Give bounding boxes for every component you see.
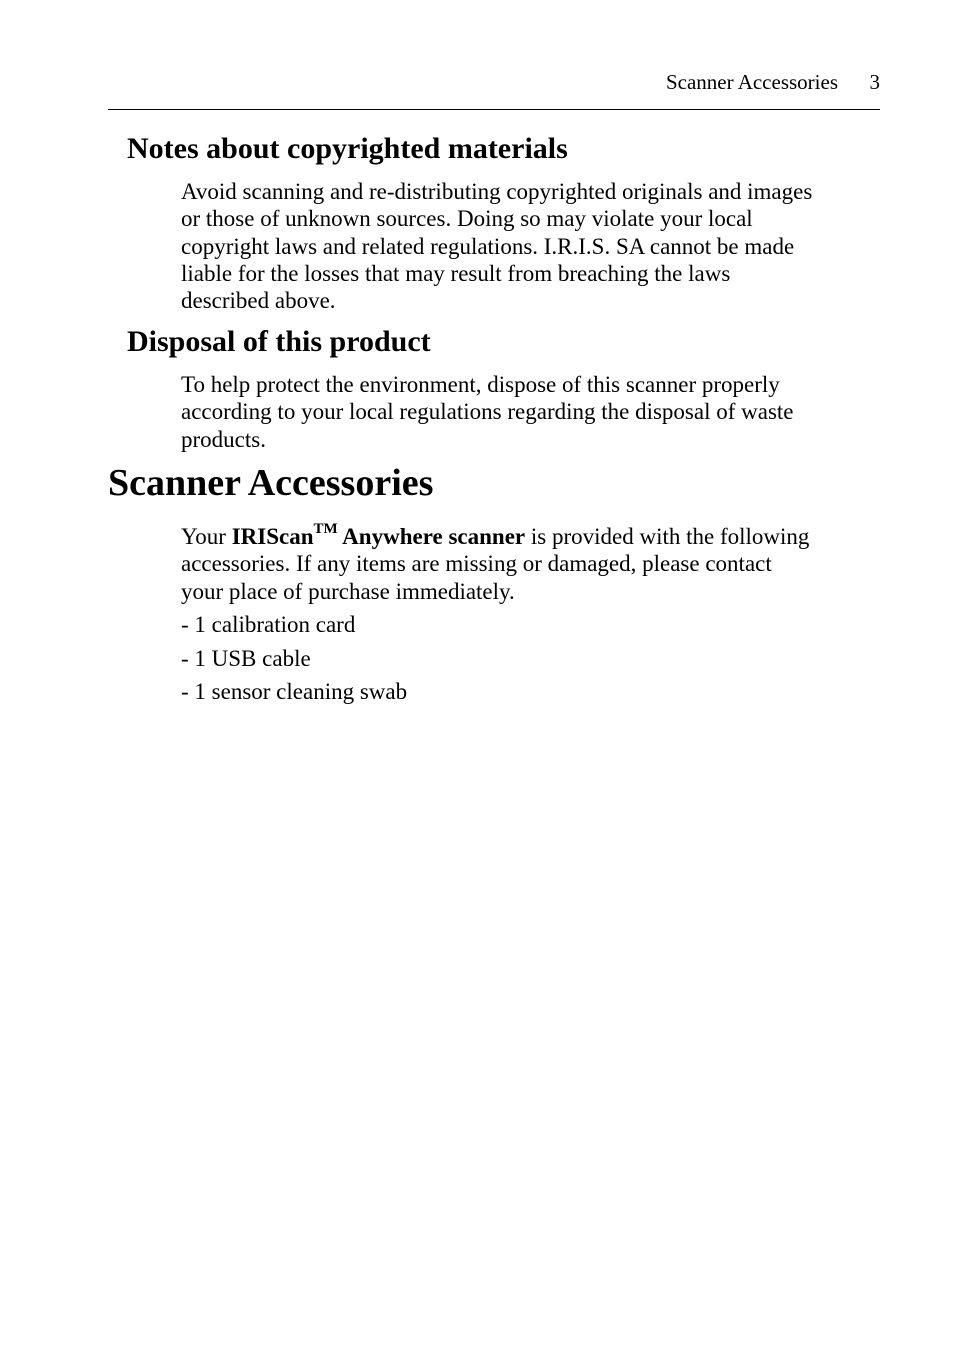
accessory-item-usb-cable: - 1 USB cable	[181, 646, 311, 671]
text-line: products.	[181, 426, 266, 452]
running-header	[108, 68, 880, 110]
text-line: according to your local regulations regarding the disposal of waste	[181, 399, 794, 425]
text-line: Avoid scanning and re-distributing copyrighted originals and images	[181, 179, 813, 204]
heading-copyrighted-materials: Notes about copyrighted materials	[127, 132, 568, 165]
accessory-item-cleaning-swab: - 1 sensor cleaning swab	[181, 679, 408, 704]
intro-prefix: Your	[181, 524, 232, 549]
page-number: 3	[869, 70, 880, 94]
text-line: accessories. If any items are missing or damaged, please contact	[181, 551, 772, 577]
text-line	[181, 523, 881, 550]
intro-rest: is provided with the following	[525, 524, 810, 549]
text-line: or those of unknown sources. Doing so may violate your local	[181, 206, 753, 232]
header-title: Scanner Accessories	[665, 70, 838, 94]
text-line: your place of purchase immediately.	[181, 578, 515, 604]
heading-disposal: Disposal of this product	[127, 325, 431, 358]
accessory-item-calibration-card: - 1 calibration card	[181, 612, 356, 637]
text-line: described above.	[181, 288, 336, 314]
paragraph-copyrighted-materials	[181, 178, 881, 314]
product-name: IRIScan	[231, 524, 314, 549]
trademark-mark: TM	[313, 521, 338, 538]
text-line: copyright laws and related regulations. I.R.I.S. SA cannot be made	[181, 233, 795, 259]
text-line: liable for the losses that may result from breaching the laws	[181, 260, 731, 286]
paragraph-disposal	[181, 371, 881, 453]
heading-scanner-accessories: Scanner Accessories	[108, 462, 434, 504]
text-line: To help protect the environment, dispose of this scanner properly	[181, 372, 780, 397]
paragraph-accessories-intro	[181, 523, 881, 605]
product-suffix: Anywhere scanner	[337, 524, 526, 549]
